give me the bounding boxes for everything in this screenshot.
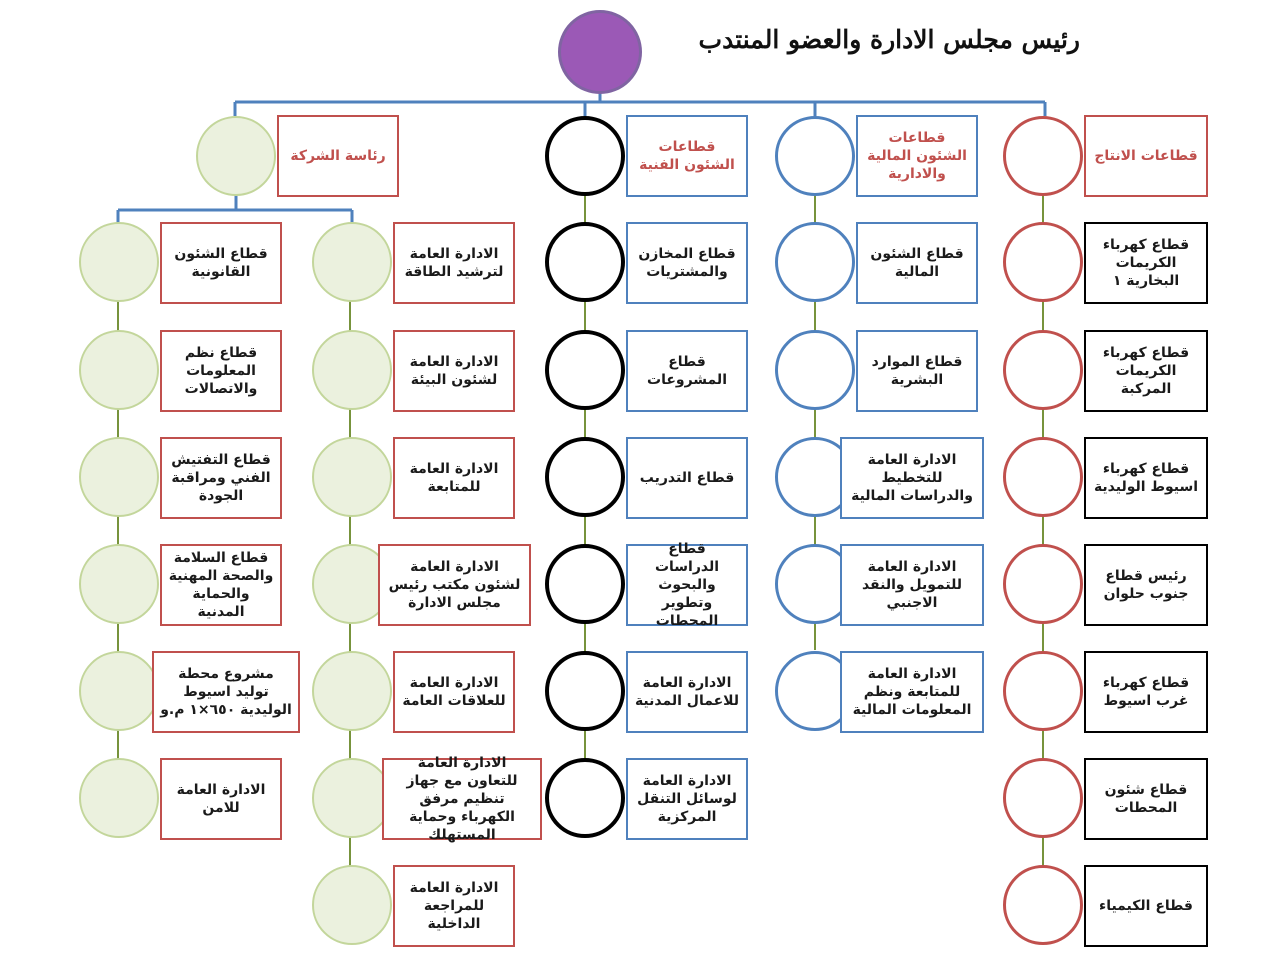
chart-title: رئيس مجلس الادارة والعضو المنتدب	[698, 25, 1080, 54]
production-item-circle	[1003, 437, 1083, 517]
production-item-label: قطاع كهرباء غرب اسيوط	[1102, 675, 1190, 709]
finance-item-label: قطاع الموارد البشرية	[871, 354, 963, 388]
finance-item-label: قطاع الشئون المالية	[870, 246, 964, 280]
production-item-label: قطاع الكيمياء	[1099, 898, 1193, 914]
presidency-right-item	[393, 330, 515, 412]
production-item-label: قطاع كهرباء الكريمات البخارية ١	[1102, 237, 1190, 289]
presidency-left-item-label: قطاع التفتيش الفني ومراقبة الجودة	[171, 452, 271, 504]
technical-item-label: الادارة العامة لوسائل التنقل المركزية	[637, 773, 737, 825]
presidency-left-item-label: الادارة العامة للامن	[176, 782, 266, 816]
production-item-circle	[1003, 330, 1083, 410]
technical-item-circle	[545, 222, 625, 302]
presidency-right-circle	[312, 865, 392, 945]
presidency-left-circle	[79, 651, 159, 731]
presidency-left-item	[160, 330, 282, 412]
production-item	[1084, 544, 1208, 626]
production-item	[1084, 437, 1208, 519]
production-item	[1084, 758, 1208, 840]
production-item	[1084, 222, 1208, 304]
finance-item	[840, 544, 984, 626]
production-header-label: قطاعات الانتاج	[1094, 148, 1198, 164]
presidency-left-item-label: قطاع نظم المعلومات والاتصالات	[184, 345, 258, 397]
production-header-circle	[1003, 116, 1083, 196]
presidency-header-label: رئاسة الشركة	[290, 148, 386, 164]
presidency-left-item-label: قطاع الشئون القانونية	[174, 246, 268, 280]
technical-item	[626, 222, 748, 304]
production-header	[1084, 115, 1208, 197]
finance-item-circle	[775, 222, 855, 302]
finance-header	[856, 115, 978, 197]
technical-item	[626, 437, 748, 519]
technical-item-circle	[545, 651, 625, 731]
presidency-right-item-label: الادارة العامة لشئون مكتب رئيس مجلس الادارة	[388, 559, 521, 611]
finance-item	[840, 437, 984, 519]
production-item-circle	[1003, 758, 1083, 838]
presidency-right-item-label: الادارة العامة لترشيد الطاقة	[404, 246, 504, 280]
technical-item-circle	[545, 758, 625, 838]
technical-item-label: الادارة العامة للاعمال المدنية	[634, 675, 740, 709]
presidency-right-item	[393, 651, 515, 733]
presidency-right-item	[393, 865, 515, 947]
presidency-left-item	[160, 437, 282, 519]
production-item-label: قطاع كهرباء الكريمات المركبة	[1102, 345, 1190, 397]
technical-item-label: قطاع التدريب	[639, 470, 735, 486]
presidency-right-item-label: الادارة العامة للتعاون مع جهاز تنظيم مرفق الكهرباء وحماية المستهلك	[406, 755, 518, 843]
technical-item-circle	[545, 437, 625, 517]
presidency-right-item-label: الادارة العامة لشئون البيئة	[409, 354, 499, 388]
presidency-header-circle	[196, 116, 276, 196]
finance-item-label: الادارة العامة للتمويل والنقد الاجنبي	[861, 559, 963, 611]
presidency-left-item	[152, 651, 300, 733]
presidency-left-item	[160, 222, 282, 304]
presidency-right-item	[393, 437, 515, 519]
production-item-label: رئيس قطاع جنوب حلوان	[1103, 568, 1189, 602]
production-item-label: قطاع كهرباء اسيوط الوليدية	[1093, 461, 1199, 495]
finance-item	[856, 222, 978, 304]
presidency-left-circle	[79, 222, 159, 302]
technical-item	[626, 541, 748, 629]
presidency-right-item-label: الادارة العامة للعلاقات العامة	[402, 675, 506, 709]
presidency-left-item-label: قطاع السلامة والصحة المهنية والحماية المدنية	[168, 550, 274, 620]
technical-item-circle	[545, 544, 625, 624]
presidency-left-item	[160, 758, 282, 840]
presidency-right-circle	[312, 651, 392, 731]
production-item	[1084, 330, 1208, 412]
finance-header-label: قطاعات الشئون المالية والادارية	[867, 130, 967, 182]
production-item-circle	[1003, 865, 1083, 945]
presidency-header	[277, 115, 399, 197]
presidency-right-item-label: الادارة العامة للمتابعة	[409, 461, 499, 495]
production-item	[1084, 651, 1208, 733]
presidency-right-circle	[312, 437, 392, 517]
technical-item	[626, 758, 748, 840]
technical-item-circle	[545, 330, 625, 410]
production-item	[1084, 865, 1208, 947]
presidency-right-circle	[312, 758, 392, 838]
technical-header-label: قطاعات الشئون الفنية	[639, 139, 735, 173]
presidency-right-item	[378, 544, 531, 626]
technical-item	[626, 651, 748, 733]
presidency-left-circle	[79, 758, 159, 838]
finance-item	[856, 330, 978, 412]
technical-header-circle	[545, 116, 625, 196]
presidency-right-circle	[312, 222, 392, 302]
presidency-right-circle	[312, 330, 392, 410]
finance-item-label: الادارة العامة للمتابعة ونظم المعلومات المالية	[852, 666, 972, 718]
finance-item-circle	[775, 330, 855, 410]
finance-header-circle	[775, 116, 855, 196]
presidency-left-item-label: مشروع محطة توليد اسيوط الوليدية ٦٥٠×١ م.و	[160, 666, 292, 718]
production-item-label: قطاع شئون المحطات	[1104, 782, 1188, 816]
technical-item	[626, 330, 748, 412]
presidency-left-circle	[79, 330, 159, 410]
presidency-left-circle	[79, 437, 159, 517]
presidency-left-circle	[79, 544, 159, 624]
presidency-right-item	[382, 755, 542, 843]
technical-item-label: قطاع الدراسات والبحوث وتطوير المحطات	[654, 541, 720, 629]
finance-item-label: الادارة العامة للتخطيط والدراسات المالية	[851, 452, 973, 504]
presidency-left-item	[160, 544, 282, 626]
production-item-circle	[1003, 222, 1083, 302]
technical-header	[626, 115, 748, 197]
production-item-circle	[1003, 544, 1083, 624]
production-item-circle	[1003, 651, 1083, 731]
finance-item	[840, 651, 984, 733]
technical-item-label: قطاع المشروعات	[647, 354, 727, 388]
technical-item-label: قطاع المخازن والمشتريات	[638, 246, 736, 280]
chairman-circle	[558, 10, 642, 94]
presidency-right-item-label: الادارة العامة للمراجعة الداخلية	[409, 880, 499, 932]
presidency-right-item	[393, 222, 515, 304]
